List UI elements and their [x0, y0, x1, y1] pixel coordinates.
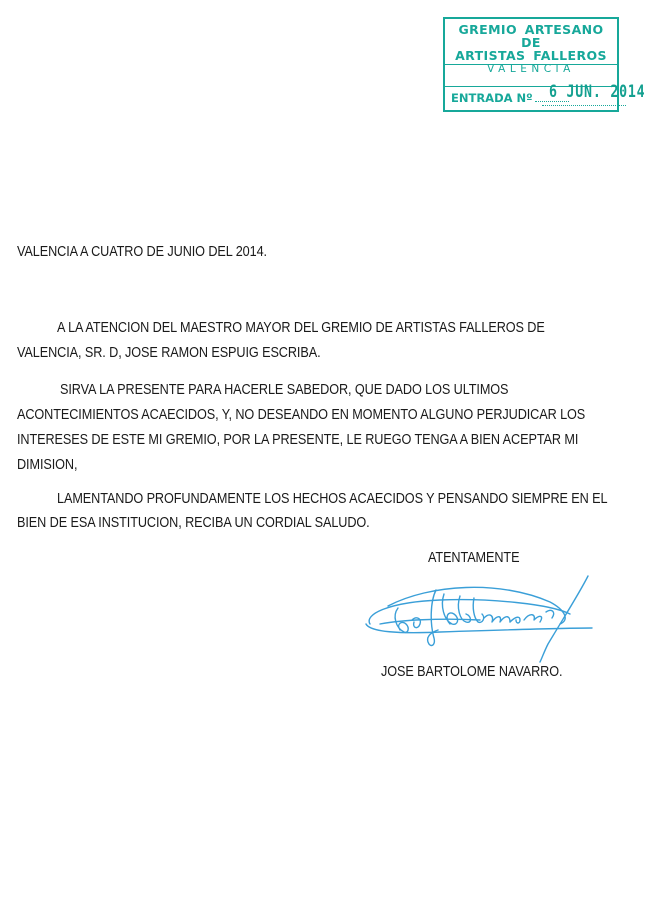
salutation-line-2: VALENCIA, SR. D, JOSE RAMON ESPUIG ESCRIBA. — [17, 345, 321, 361]
paragraph2-line-1: LAMENTANDO PROFUNDAMENTE LOS HECHOS ACAECIDOS Y PENSANDO SIEMPRE EN EL — [57, 491, 608, 507]
closing: ATENTAMENTE — [428, 550, 520, 566]
paragraph1-line-3: INTERESES DE ESTE MI GREMIO, POR LA PRESENTE, LE RUEGO TENGA A BIEN ACEPTAR MI — [17, 432, 579, 448]
signer-name: JOSE BARTOLOME NAVARRO. — [381, 664, 563, 680]
salutation-line-1: A LA ATENCION DEL MAESTRO MAYOR DEL GREMIO DE ARTISTAS FALLEROS DE — [57, 320, 545, 336]
paragraph2-line-2: BIEN DE ESA INSTITUCION, RECIBA UN CORDIAL SALUDO. — [17, 515, 370, 531]
stamp-city: VALENCIA — [487, 63, 575, 75]
paragraph1-line-1: SIRVA LA PRESENTE PARA HACERLE SABEDOR, QUE DADO LOS ULTIMOS — [60, 382, 509, 398]
stamp-header — [445, 19, 617, 75]
signature-icon — [360, 562, 610, 672]
stamp-org-line1: GREMIO ARTESANO DE — [458, 22, 604, 50]
paragraph1-line-2: ACONTECIMIENTOS ACAECIDOS, Y, NO DESEANDO EN MOMENTO ALGUNO PERJUDICAR LOS — [17, 407, 586, 423]
stamp-date-dotted-line — [542, 105, 626, 106]
paragraph1-line-4: DIMISION, — [17, 457, 78, 473]
registry-stamp — [443, 17, 646, 112]
stamp-entry-label: ENTRADA Nº — [451, 91, 533, 105]
stamp-org-line2: ARTISTAS FALLEROS — [455, 48, 607, 63]
stamp-date: 6 JUN. 2014 — [549, 82, 646, 102]
letter-date-line: VALENCIA A CUATRO DE JUNIO DEL 2014. — [17, 244, 267, 260]
